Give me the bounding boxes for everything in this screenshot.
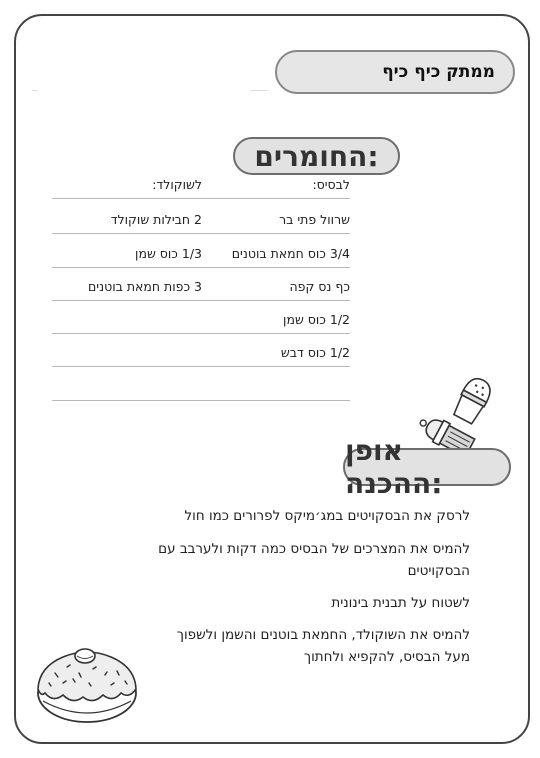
title-banner — [275, 50, 515, 94]
preparation-heading: אופן ההכנה: — [345, 434, 443, 500]
ingredient-row — [52, 200, 350, 234]
ingredient-row — [52, 300, 350, 334]
ingredient-row — [52, 367, 350, 401]
ingredient-base: כף נס קפה — [289, 279, 350, 294]
preparation-step: לרסק את הבסקויטים במג׳מיקס לפרורים כמו חול — [184, 508, 470, 524]
ingredient-row — [52, 333, 350, 367]
ingredient-row — [52, 165, 350, 199]
ingredient-row — [52, 267, 350, 301]
donut-icon — [33, 643, 141, 725]
ingredient-chocolate: לשוקולד: — [152, 177, 202, 192]
ingredient-row — [52, 234, 350, 268]
ingredient-base: 3/4 כוס חמאת בוטנים — [231, 246, 350, 261]
ingredient-base: 1/2 כוס דבש — [280, 345, 350, 360]
preparation-step: לשטוח על תבנית בינונית — [331, 595, 470, 611]
ingredient-base: שרוול פתי בר — [279, 212, 350, 227]
ruled-line — [52, 400, 350, 402]
divider — [250, 90, 268, 91]
ingredient-base: לבסיס: — [312, 177, 350, 192]
page-title: ממתק כיף כיף — [382, 62, 495, 82]
salt-shaker-icon — [451, 374, 495, 425]
ingredient-base: 1/2 כוס שמן — [283, 312, 350, 327]
preparation-heading-banner — [343, 434, 511, 500]
ingredients-heading: החומרים: — [254, 139, 379, 173]
ruled-line — [52, 198, 350, 200]
preparation-step: להמיס את המצרכים של הבסיס כמה דקות ולערבב עם הבסקויטים — [158, 541, 470, 579]
ingredient-chocolate: 1/3 כוס שמן — [135, 246, 202, 261]
ingredient-chocolate: 3 כפות חמאת בוטנים — [88, 279, 202, 294]
divider — [32, 90, 38, 91]
ingredient-chocolate: 2 חבילות שוקולד — [110, 212, 202, 227]
preparation-step: להמיס את השוקולד, החמאת בוטנים והשמן ולשפוך מעל הבסיס, להקפיא ולחתוך — [176, 627, 470, 665]
